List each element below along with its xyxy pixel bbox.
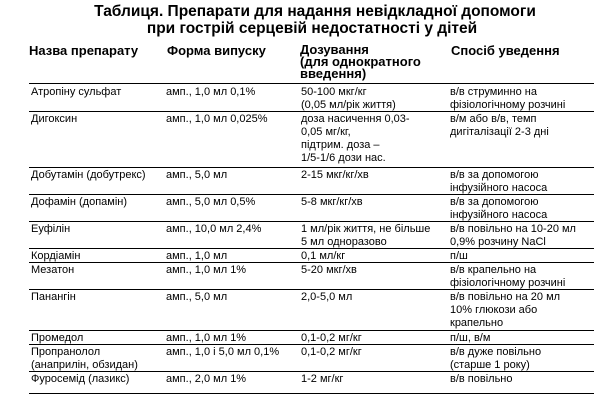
drug-name-cell-line: Промедол bbox=[31, 332, 84, 344]
drug-name-cell bbox=[31, 373, 129, 386]
dosage-cell-line: 50-100 мкг/кг bbox=[301, 86, 367, 98]
release-form-cell bbox=[166, 223, 261, 236]
release-form-cell bbox=[166, 373, 246, 386]
release-form-cell-line: амп., 1,0 мл 0,1% bbox=[166, 86, 256, 98]
dosage-cell bbox=[301, 223, 430, 249]
route-cell-line: інфузійного насоса bbox=[450, 209, 548, 221]
drug-name-cell-line: Пропранолол bbox=[31, 346, 101, 358]
dosage-cell-line: 5-8 мкг/кг/хв bbox=[301, 196, 363, 208]
release-form-cell bbox=[166, 113, 268, 126]
dosage-cell-line: підтрим. доза – bbox=[301, 139, 380, 151]
route-cell-line: в/в крапельно на bbox=[450, 264, 537, 276]
drug-name-cell bbox=[31, 113, 77, 126]
drug-name-cell bbox=[31, 346, 138, 372]
dosage-cell bbox=[301, 113, 410, 165]
dosage-cell-line: 5-20 мкг/хв bbox=[301, 264, 357, 276]
dosage-cell-line: (0,05 мл/рік життя) bbox=[301, 99, 396, 111]
row-divider-line bbox=[29, 167, 594, 168]
dosage-cell bbox=[301, 86, 396, 112]
drug-name-cell-line: Фуросемід (лазикс) bbox=[31, 373, 130, 385]
dosage-cell-line: 1-2 мг/кг bbox=[301, 373, 344, 385]
drug-name-cell bbox=[31, 169, 146, 182]
header-route: Спосіб уведення bbox=[451, 43, 560, 58]
drug-name-cell-line: (анаприлін, обзидан) bbox=[31, 359, 138, 371]
route-cell-line: в/в повільно на 20 мл bbox=[450, 291, 561, 303]
table-title-line-1: Таблиця. Препарати для надання невідкладної допомоги bbox=[94, 3, 536, 20]
route-cell-line: в/м або в/в, темп bbox=[450, 113, 537, 125]
route-cell bbox=[450, 291, 560, 330]
release-form-cell bbox=[166, 86, 255, 99]
dosage-cell-line: 0,1-0,2 мг/кг bbox=[301, 346, 362, 358]
route-cell bbox=[450, 250, 468, 263]
release-form-cell bbox=[166, 291, 227, 304]
dosage-cell-line: 2-15 мкг/кг/хв bbox=[301, 169, 369, 181]
release-form-cell-line: амп., 1,0 мл 0,025% bbox=[166, 113, 268, 125]
dosage-cell-line: 5 мл одноразово bbox=[301, 236, 387, 248]
release-form-cell bbox=[166, 332, 246, 345]
drug-name-cell-line: Добутамін (добутрекс) bbox=[31, 169, 146, 181]
dosage-cell bbox=[301, 264, 357, 277]
header-dosage-line-1: Дозування bbox=[300, 42, 369, 57]
release-form-cell-line: амп., 1,0 і 5,0 мл 0,1% bbox=[166, 346, 280, 358]
release-form-cell-line: амп., 2,0 мл 1% bbox=[166, 373, 247, 385]
release-form-cell-line: амп., 5,0 мл bbox=[166, 169, 228, 181]
dosage-cell-line: 0,05 мг/кг, bbox=[301, 126, 351, 138]
row-divider-line bbox=[29, 393, 594, 394]
drug-name-cell-line: Еуфілін bbox=[31, 223, 71, 235]
route-cell-line: фізіологічному розчині bbox=[450, 99, 566, 111]
route-cell-line: (старше 1 року) bbox=[450, 359, 530, 371]
route-cell-line: в/в повільно bbox=[450, 373, 513, 385]
drug-name-cell-line: Атропіну сульфат bbox=[31, 86, 122, 98]
dosage-cell-line: 0,1 мл/кг bbox=[301, 250, 346, 262]
drug-name-cell-line: Дигоксин bbox=[31, 113, 78, 125]
header-dosage-line-3: введення) bbox=[300, 66, 367, 81]
dosage-cell bbox=[301, 373, 343, 386]
dosage-cell bbox=[301, 291, 352, 304]
dosage-cell-line: 1 мл/рік життя, не більше bbox=[301, 223, 431, 235]
release-form-cell-line: амп., 1,0 мл 1% bbox=[166, 332, 247, 344]
release-form-cell bbox=[166, 346, 279, 359]
route-cell bbox=[450, 346, 541, 372]
drug-name-cell bbox=[31, 86, 121, 99]
row-divider-line bbox=[29, 330, 594, 331]
header-release-form: Форма випуску bbox=[167, 43, 266, 58]
route-cell bbox=[450, 86, 565, 112]
drug-name-cell bbox=[31, 196, 127, 209]
route-cell-line: в/в за допомогою bbox=[450, 169, 539, 181]
route-cell-line: дигіталізації 2-3 дні bbox=[450, 126, 549, 138]
route-cell-line: 0,9% розчину NaCl bbox=[450, 236, 546, 248]
route-cell bbox=[450, 113, 549, 139]
dosage-cell-line: доза насичення 0,03- bbox=[301, 113, 410, 125]
release-form-cell-line: амп., 10,0 мл 2,4% bbox=[166, 223, 262, 235]
route-cell-line: п/ш, в/м bbox=[450, 332, 491, 344]
drug-name-cell-line: Кордіамін bbox=[31, 250, 81, 262]
release-form-cell-line: амп., 5,0 мл bbox=[166, 291, 228, 303]
route-cell bbox=[450, 373, 513, 386]
drug-name-cell bbox=[31, 250, 80, 263]
route-cell-line: фізіологічному розчині bbox=[450, 277, 566, 289]
release-form-cell bbox=[166, 264, 246, 277]
dosage-cell-line: 1/5-1/6 дози нас. bbox=[301, 152, 386, 164]
route-cell-line: в/в повільно на 10-20 мл bbox=[450, 223, 576, 235]
release-form-cell bbox=[166, 196, 255, 209]
header-drug-name: Назва препарату bbox=[29, 43, 139, 58]
route-cell bbox=[450, 196, 547, 222]
route-cell-line: 10% глюкози або bbox=[450, 304, 538, 316]
header-dosage-line-2: (для однократного bbox=[300, 54, 421, 69]
dosage-cell-line: 0,1-0,2 мг/кг bbox=[301, 332, 362, 344]
drug-name-cell bbox=[31, 332, 83, 345]
drug-name-cell-line: Мезатон bbox=[31, 264, 75, 276]
release-form-cell bbox=[166, 250, 227, 263]
release-form-cell bbox=[166, 169, 227, 182]
release-form-cell-line: амп., 1,0 мл bbox=[166, 250, 228, 262]
route-cell-line: крапельно bbox=[450, 317, 504, 329]
drug-name-cell-line: Дофамін (допамін) bbox=[31, 196, 128, 208]
release-form-cell-line: амп., 1,0 мл 1% bbox=[166, 264, 247, 276]
dosage-cell-line: 2,0-5,0 мл bbox=[301, 291, 353, 303]
dosage-cell bbox=[301, 346, 362, 359]
route-cell bbox=[450, 223, 576, 249]
release-form-cell-line: амп., 5,0 мл 0,5% bbox=[166, 196, 256, 208]
drug-name-cell-line: Панангін bbox=[31, 291, 76, 303]
dosage-cell bbox=[301, 250, 345, 263]
route-cell-line: в/в дуже повільно bbox=[450, 346, 542, 358]
dosage-cell bbox=[301, 332, 362, 345]
route-cell-line: в/в за допомогою bbox=[450, 196, 539, 208]
route-cell-line: п/ш bbox=[450, 250, 468, 262]
route-cell bbox=[450, 264, 565, 290]
dosage-cell bbox=[301, 169, 369, 182]
row-divider-line bbox=[29, 83, 594, 84]
route-cell bbox=[450, 332, 490, 345]
route-cell bbox=[450, 169, 547, 195]
route-cell-line: в/в струминно на bbox=[450, 86, 537, 98]
drug-name-cell bbox=[31, 291, 76, 304]
drug-name-cell bbox=[31, 223, 70, 236]
dosage-cell bbox=[301, 196, 363, 209]
drug-name-cell bbox=[31, 264, 74, 277]
table-title-line-2: при гострій серцевій недостатності у дітей bbox=[146, 20, 478, 37]
route-cell-line: інфузійного насоса bbox=[450, 182, 548, 194]
